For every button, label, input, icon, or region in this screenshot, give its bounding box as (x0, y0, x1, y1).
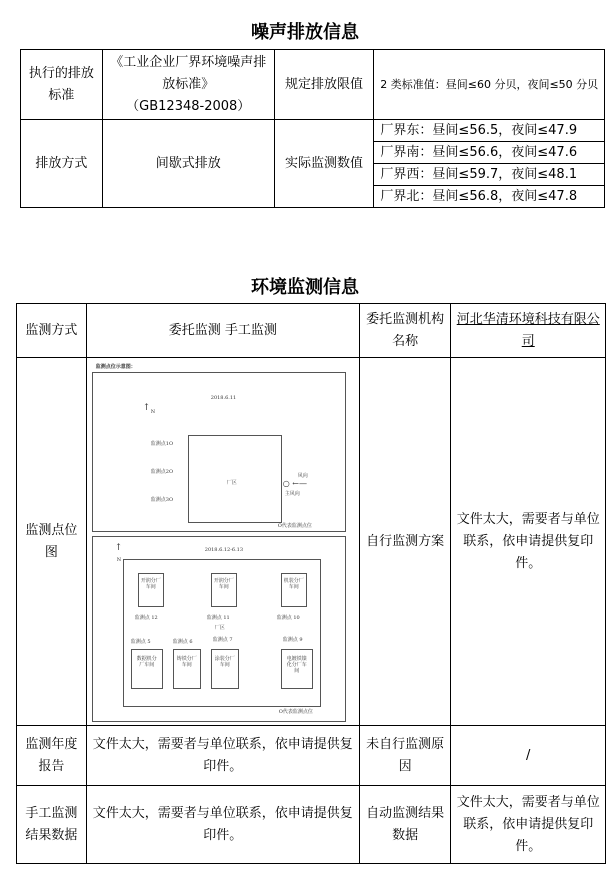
manual-result-label: 手工监测结果数据 (17, 786, 87, 864)
map-pt10: 监测点 10 (276, 614, 300, 621)
map-point3: 监测点3O (150, 496, 174, 503)
workshop-4 (131, 649, 163, 689)
env-table (16, 303, 606, 864)
reason-value: / (451, 726, 606, 786)
wind-label: 风向 (297, 472, 308, 479)
manual-result-value: 文件太大，需要者与单位联系，依申请提供复印件。 (86, 786, 359, 864)
measure-south: 厂界南：昼间≤56.6，夜间≤47.6 (374, 142, 604, 164)
map-pt11: 监测点 11 (206, 614, 230, 621)
map-point1: 监测点1O (150, 440, 174, 447)
north-arrow-icon: ↑ (142, 402, 151, 413)
map-date2: 2018.6.12-6.13 (204, 546, 244, 553)
workshop-7-label: 电镀铁镍化分厂车间 (286, 655, 307, 674)
monitor-method-value: 委托监测 手工监测 (86, 304, 359, 358)
point-map-label: 监测点位图 (17, 358, 87, 726)
workshop-2-label: 开润分厂车间 (213, 577, 234, 590)
map-legend1: O代表监测点位 (277, 522, 312, 529)
workshop-5 (173, 649, 201, 689)
map-lower (92, 536, 346, 722)
map-pt12: 监测点 12 (134, 614, 158, 621)
map-pt7: 监测点 7 (212, 636, 233, 643)
annual-report-value: 文件太大，需要者与单位联系，依申请提供复印件。 (86, 726, 359, 786)
workshop-6-label: 涂装分厂车间 (214, 655, 235, 668)
plan-value: 文件太大，需要者与单位联系，依申请提供复印件。 (451, 358, 606, 726)
workshop-1 (138, 573, 164, 607)
workshop-1-label: 开润分厂车间 (140, 577, 161, 590)
map-date1: 2018.6.11 (210, 394, 237, 401)
method-label: 排放方式 (21, 120, 103, 208)
north-label: N (150, 408, 156, 415)
standard-value: 《工业企业厂界环境噪声排放标准》 （GB12348-2008） (102, 50, 274, 120)
point-map (92, 360, 354, 724)
env-title: 环境监测信息 (251, 277, 359, 298)
noise-table (20, 49, 605, 208)
factory2-label: 厂区 (214, 624, 225, 631)
map-point2: 监测点2O (150, 468, 174, 475)
point-map-cell (86, 358, 359, 726)
workshop-3-label: 机装分厂车间 (283, 577, 304, 590)
wind-arrow-icon: ○ ←— (282, 478, 307, 488)
map-upper (92, 372, 346, 532)
measure-north: 厂界北：昼间≤56.8，夜间≤47.8 (380, 189, 578, 204)
plan-label: 自行监测方案 (359, 358, 451, 726)
measure-values (374, 120, 605, 208)
factory-label: 厂区 (226, 479, 237, 486)
measure-west: 厂界西：昼间≤59.7，夜间≤48.1 (374, 164, 604, 186)
measure-label: 实际监测数值 (274, 120, 374, 208)
factory-box (188, 435, 282, 523)
method-value: 间歇式排放 (102, 120, 274, 208)
reason-label: 未自行监测原因 (359, 726, 451, 786)
limit-value: 2 类标准值：昼间≤60 分贝，夜间≤50 分贝 (374, 50, 605, 120)
measure-east: 厂界东：昼间≤56.5，夜间≤47.9 (374, 120, 604, 142)
workshop-7 (281, 649, 313, 689)
auto-result-label: 自动监测结果数据 (359, 786, 451, 864)
north-label-2: N (116, 556, 122, 563)
north-arrow-icon-2: ↑ (114, 542, 123, 553)
map-caption: 监测点位示意图： (95, 363, 136, 370)
limit-label: 规定排放限值 (274, 50, 374, 120)
upwind-label: 主风向 (284, 490, 300, 497)
auto-result-value: 文件太大，需要者与单位联系，依申请提供复印件。 (451, 786, 606, 864)
org-label: 委托监测机构名称 (359, 304, 451, 358)
workshop-3 (281, 573, 307, 607)
workshop-6 (211, 649, 239, 689)
map-pt9: 监测点 9 (282, 636, 303, 643)
map-legend2: O代表监测点位 (278, 708, 313, 715)
noise-title: 噪声排放信息 (251, 22, 359, 43)
standard-label: 执行的排放标准 (21, 50, 103, 120)
workshop-2 (211, 573, 237, 607)
monitor-method-label: 监测方式 (17, 304, 87, 358)
org-value: 河北华清环境科技有限公司 (451, 304, 606, 358)
map-pt6: 监测点 6 (172, 638, 193, 645)
workshop-4-label: 数据机分厂车间 (136, 655, 157, 668)
workshop-5-label: 铸铁分厂车间 (176, 655, 197, 668)
map-pt5: 监测点 5 (130, 638, 151, 645)
annual-report-label: 监测年度报告 (17, 726, 87, 786)
